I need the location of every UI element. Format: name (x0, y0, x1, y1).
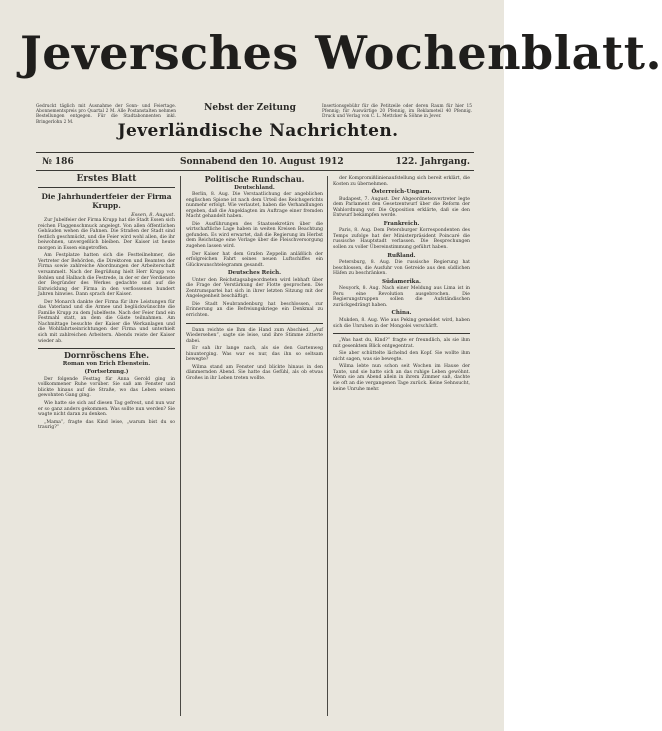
column-1 (38, 176, 175, 716)
divider (38, 348, 175, 349)
paragraph: Zur Jubelfeier der Firma Krupp hat die Stadt Essen sich reichen Flaggenschmuck angelegt. Von allen öffentlichen Gebäuden wehen die Fahnen. Die Straßen der Stadt sind festlich geschmückt, und die Feier wird wohl allen, die ihr beiwohnen, unvergeßlich bleiben. Der Kaiser ist heute morgen in Essen eingetroffen. (38, 218, 175, 251)
paragraph: Dann reichte sie Ihm die Hand zum Abschied. „Auf Wiedersehen“, sagte sie leise, und ihre Stimme zitterte dabei. (186, 327, 323, 344)
supplement-title: Jeverländische Nachrichten. (117, 121, 399, 141)
subscription-info: Gedruckt täglich mit Ausnahme der Sonn- und Feiertage. Abonnementspreis pro Quartal 2 M. Alle Postanstalten nehmen Bestellungen entgegen. Für die Stadtabonnenten inkl. Bringerlohn 2 M. (36, 104, 176, 125)
paragraph: Sie aber schüttelte lächelnd den Kopf. Sie wollte ihm nicht sagen, was sie bewegte. (333, 351, 470, 362)
column-3 (333, 176, 470, 716)
paragraph: Der Kaiser hat dem Grafen Zeppelin anläßlich der erfolgreichen Fahrt seines neuen Luftschiffes ein Glückwunschtelegramm gesandt. (186, 251, 323, 268)
section-heading: Rußland. (387, 252, 416, 259)
divider (186, 323, 323, 324)
section-heading: Deutschland. (234, 184, 275, 191)
paragraph: „Was hast du, Kind?“ fragte er freundlich, als sie ihm mit gesenktem Blick entgegentrat. (333, 338, 470, 349)
rule-top (36, 152, 474, 153)
column-divider (327, 176, 328, 716)
paragraph: Die Stadt Neubrandenburg hat beschlossen, zur Erinnerung an die Befreiungskriege ein Denkmal zu errichten. (186, 301, 323, 319)
paragraph: Wie hatte sie sich auf diesen Tag gefreut, und nun war er so ganz anders gekommen. Was sollte nun werden? Sie wagte nicht daran zu denken. (38, 400, 175, 418)
paragraph: Mukden, 8. Aug. Wie aus Peking gemeldet wird, haben sich die Unruhen in der Mongolei verschärft. (333, 318, 470, 329)
supplement-note: Nebst der Zeitung (204, 103, 296, 113)
paragraph: Die Ausführungen des Staatssekretärs über die wirtschaftliche Lage haben in weiten Kreisen Beachtung gefunden. Es wird erwartet, daß die Regierung im Herbst dem Reichstage eine Vorlage über die Fleischversorgung zugehen lassen wird. (186, 221, 323, 250)
dateline: Essen, 8. August. (131, 211, 175, 218)
novel-title: Dornröschens Ehe. (63, 350, 150, 361)
paragraph: Berlin, 8. Aug. Die Verstaatlichung der angeblichen englischen Spione ist nach dem Urteil des Reichsgerichts nunmehr erfolgt. Wie verlautet, haben die Verhandlungen ergeben, daß die Angeklagten im Auftrage einer fremden Macht gehandelt haben. (186, 192, 323, 220)
issue-date: Sonnabend den 10. August 1912 (180, 157, 344, 167)
section-heading: Südamerika. (382, 278, 421, 285)
paragraph: Am Festplatze hatten sich die Festteilnehmer, die Vertreter der Behörden, die Direktoren und Beamten der Firma sowie zahlreiche Abordnungen der Arbeiterschaft versammelt. Nach der Begrüßung hielt Herr Krupp von Bohlen und Halbach die Festrede, in der er der Verdienste der Begründer des Werkes gedachte und auf die Entwicklung der Firma in den verflossenen hundert Jahren hinwies. Dann sprach der Kaiser. (38, 253, 175, 298)
paragraph: Neuyork, 8. Aug. Nach einer Meldung aus Lima ist in Peru eine Revolution ausgebrochen. Die Regierungstruppen sollen die Aufständischen zurückgedrängt haben. (333, 286, 470, 308)
paragraph: Wilma stand am Fenster und blickte hinaus in den dämmernden Abend. Sie hatte das Gefühl, als ob etwas Großes in ihr Leben treten wollte. (186, 364, 323, 381)
advert-rates-info: Insertionsgebühr für die Petitzeile oder deren Raum für hier 15 Pfennig; für Auswärtige 20 Pfennig, im Reklameteil 40 Pfennig. Druck und Verlag von C. L. Mettcker & Söhne in Jever. (322, 104, 472, 120)
issue-number: № 186 (42, 157, 74, 167)
article-headline: Politische Rundschau. (204, 174, 305, 184)
issue-bar (36, 155, 474, 169)
masthead-title: Jeversches Wochenblatt. (20, 26, 662, 80)
column-divider (180, 176, 181, 716)
section-label: Erstes Blatt (76, 174, 137, 184)
issue-year: 122. Jahrgang. (395, 157, 470, 167)
paragraph: Der folgende Festtag für Anna Gerold ging in vollkommener Ruhe vorüber. Sie saß am Fenster und blickte hinaus auf die Straße, wo das Leben seinen gewohnten Gang ging. (38, 376, 175, 399)
section-heading: Österreich-Ungarn. (371, 189, 432, 196)
column-2 (186, 176, 323, 716)
divider (333, 333, 470, 334)
paragraph: Budapest, 7. August. Der Abgeordnetenvertreter legte dem Parlament den Gesetzentwurf über die Reform der Wahlordnung vor. Die Opposition erklärte, daß sie den Entwurf bekämpfen werde. (333, 196, 470, 219)
section-heading: China. (391, 310, 412, 317)
rule-bottom (36, 170, 474, 171)
paragraph: Der Monarch dankte der Firma für ihre Leistungen für das Vaterland und die Armee und beglückwünschte die Familie Krupp zu dem Jubelfeste. Nach der Feier fand ein Festmahl statt, an dem die Gäste teilnahmen. Am Nachmittage besuchte der Kaiser die Werkanlagen und die Wohlfahrtseinrichtungen der Firma und unterhielt sich mit zahlreichen Arbeitern. Abends reiste der Kaiser wieder ab. (38, 299, 175, 344)
novel-continuation: (Fortsetzung.) (84, 369, 129, 376)
article-headline: Die Jahrhundertfeier der Firma Krupp. (41, 191, 172, 210)
paragraph: „Mama“, fragte das Kind leise, „warum bist du so traurig?“ (38, 419, 175, 431)
paragraph: Petersburg, 8. Aug. Die russische Regierung hat beschlossen, die Ausfuhr von Getreide aus den südlichen Häfen zu beschränken. (333, 260, 470, 277)
section-heading: Deutsches Reich. (227, 270, 282, 277)
novel-author: Roman von Erich Ebenstein. (62, 360, 151, 367)
paragraph: der Kompromißlinienaufstellung sich bereit erklärt, die Kosten zu übernehmen. (333, 176, 470, 187)
paragraph: Er sah ihr lange nach, als sie den Gartenweg hinunterging. Was war es nur, das ihn so seltsam bewegte? (186, 346, 323, 363)
paragraph: Unter den Reichstagsabgeordneten wird lebhaft über die Frage der Verstärkung der Flotte gesprochen. Die Zentrumspartei hat sich in ihrer letzten Sitzung mit der Angelegenheit beschäftigt. (186, 277, 323, 300)
divider (38, 187, 175, 188)
paragraph: Paris, 8. Aug. Dem Petersburger Korrespondenten des Temps zufolge hat der Ministerpräsident Poincaré die russische Hauptstadt verlassen. Die Besprechungen sollen zu voller Übereinstimmung geführt haben. (333, 228, 470, 251)
section-heading: Frankreich. (383, 220, 420, 227)
paragraph: Wilma lebte nun schon seit Wochen im Hause der Tante, und sie hatte sich an das ruhige Leben gewöhnt. Wenn sie am Abend allein in ihrem Zimmer saß, dachte sie oft an die vergangenen Tage zurück. Keine Sehnsucht, keine Unruhe mehr. (333, 364, 470, 392)
